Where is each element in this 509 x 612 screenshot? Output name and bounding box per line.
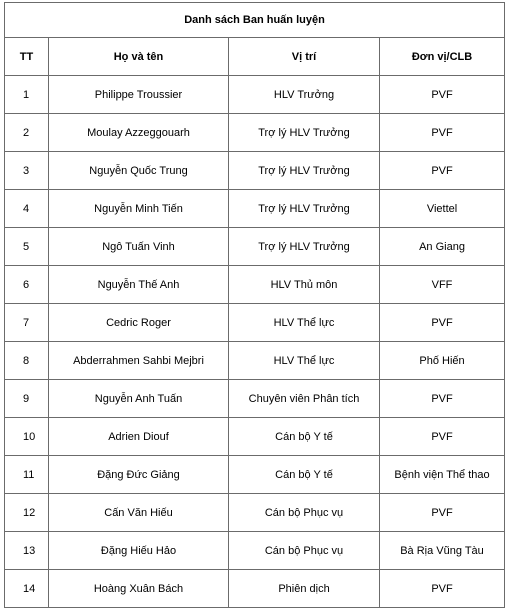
staff-position: Trợ lý HLV Trưởng xyxy=(229,114,380,152)
staff-name: Ngô Tuấn Vinh xyxy=(49,228,229,266)
table-row xyxy=(5,266,505,304)
table-row xyxy=(5,342,505,380)
row-number: 3 xyxy=(5,152,49,190)
table-row xyxy=(5,380,505,418)
staff-position: Trợ lý HLV Trưởng xyxy=(229,152,380,190)
staff-name: Hoàng Xuân Bách xyxy=(49,570,229,608)
staff-position: Cán bộ Phục vụ xyxy=(229,494,380,532)
staff-name: Nguyễn Quốc Trung xyxy=(49,152,229,190)
table-title: Danh sách Ban huấn luyện xyxy=(5,3,505,38)
staff-club: PVF xyxy=(380,494,505,532)
staff-position: Phiên dịch xyxy=(229,570,380,608)
row-number: 12 xyxy=(5,494,49,532)
table-row xyxy=(5,190,505,228)
staff-position: Cán bộ Y tế xyxy=(229,418,380,456)
staff-club: PVF xyxy=(380,152,505,190)
header-name: Họ và tên xyxy=(49,38,229,76)
staff-club: PVF xyxy=(380,570,505,608)
staff-name: Philippe Troussier xyxy=(49,76,229,114)
staff-name: Nguyễn Minh Tiến xyxy=(49,190,229,228)
staff-name: Cấn Văn Hiếu xyxy=(49,494,229,532)
staff-club: Bệnh viện Thể thao xyxy=(380,456,505,494)
staff-club: PVF xyxy=(380,418,505,456)
row-number: 4 xyxy=(5,190,49,228)
staff-position: Cán bộ Phục vụ xyxy=(229,532,380,570)
staff-name: Đặng Hiếu Hảo xyxy=(49,532,229,570)
staff-club: Phố Hiến xyxy=(380,342,505,380)
staff-position: HLV Thủ môn xyxy=(229,266,380,304)
staff-club: Bà Rịa Vũng Tàu xyxy=(380,532,505,570)
row-number: 8 xyxy=(5,342,49,380)
table-row xyxy=(5,114,505,152)
table-row xyxy=(5,304,505,342)
staff-club: Viettel xyxy=(380,190,505,228)
staff-position: HLV Thể lực xyxy=(229,304,380,342)
row-number: 10 xyxy=(5,418,49,456)
staff-name: Cedric Roger xyxy=(49,304,229,342)
staff-club: PVF xyxy=(380,114,505,152)
table-header-row xyxy=(5,38,505,76)
staff-position: HLV Thể lực xyxy=(229,342,380,380)
staff-position: Trợ lý HLV Trưởng xyxy=(229,190,380,228)
table-row xyxy=(5,570,505,608)
row-number: 13 xyxy=(5,532,49,570)
staff-club: PVF xyxy=(380,304,505,342)
row-number: 2 xyxy=(5,114,49,152)
staff-club: VFF xyxy=(380,266,505,304)
table-row xyxy=(5,76,505,114)
header-club: Đơn vị/CLB xyxy=(380,38,505,76)
row-number: 11 xyxy=(5,456,49,494)
row-number: 9 xyxy=(5,380,49,418)
row-number: 1 xyxy=(5,76,49,114)
staff-club: PVF xyxy=(380,380,505,418)
staff-name: Đặng Đức Giảng xyxy=(49,456,229,494)
header-tt: TT xyxy=(5,38,49,76)
table-row xyxy=(5,494,505,532)
table-row xyxy=(5,456,505,494)
staff-club: PVF xyxy=(380,76,505,114)
staff-name: Adrien Diouf xyxy=(49,418,229,456)
staff-position: Cán bộ Y tế xyxy=(229,456,380,494)
staff-name: Nguyễn Anh Tuấn xyxy=(49,380,229,418)
staff-position: Chuyên viên Phân tích xyxy=(229,380,380,418)
staff-name: Abderrahmen Sahbi Mejbri xyxy=(49,342,229,380)
row-number: 14 xyxy=(5,570,49,608)
coaching-staff-table xyxy=(4,2,505,608)
staff-name: Nguyễn Thế Anh xyxy=(49,266,229,304)
table-row xyxy=(5,152,505,190)
staff-name: Moulay Azzeggouarh xyxy=(49,114,229,152)
header-position: Vị trí xyxy=(229,38,380,76)
row-number: 5 xyxy=(5,228,49,266)
staff-position: Trợ lý HLV Trưởng xyxy=(229,228,380,266)
row-number: 7 xyxy=(5,304,49,342)
row-number: 6 xyxy=(5,266,49,304)
staff-club: An Giang xyxy=(380,228,505,266)
table-row xyxy=(5,418,505,456)
table-row xyxy=(5,532,505,570)
table-row xyxy=(5,228,505,266)
table-title-row xyxy=(5,3,505,38)
staff-position: HLV Trưởng xyxy=(229,76,380,114)
